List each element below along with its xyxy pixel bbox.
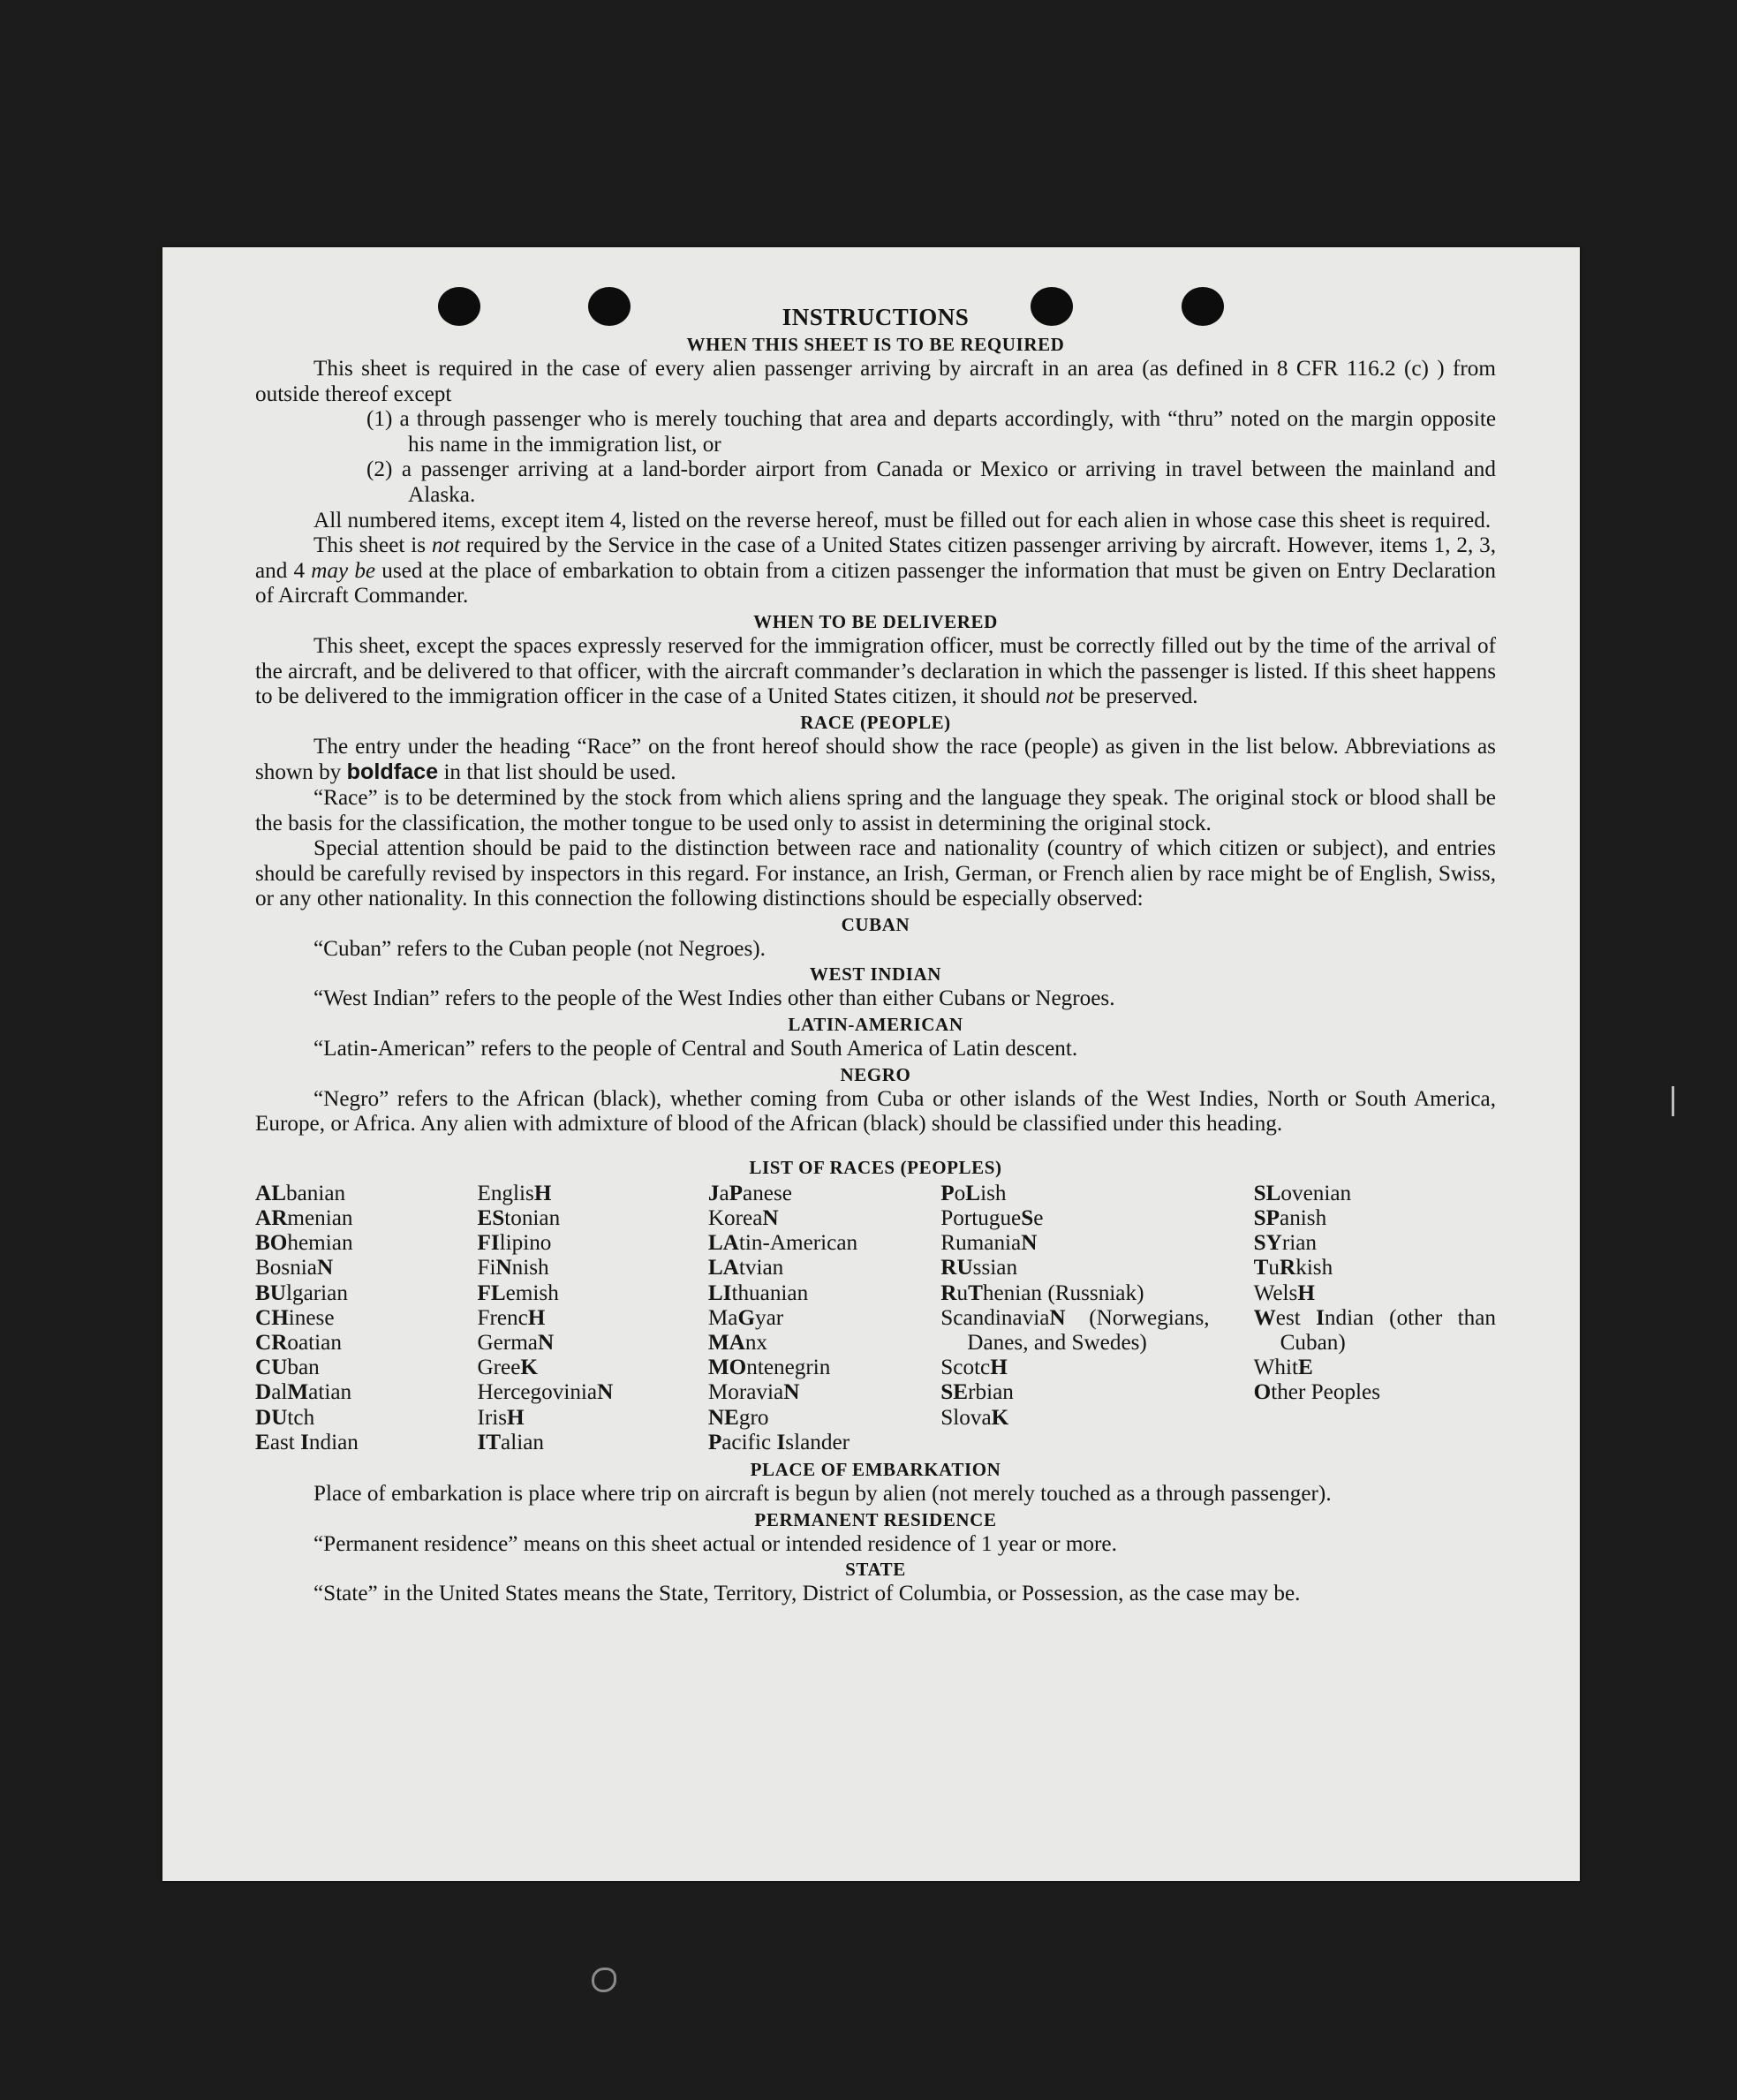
race-entry: CHinese bbox=[255, 1305, 335, 1330]
residence-text: “Permanent residence” means on this sheet actual or intended residence of 1 year or more. bbox=[313, 1531, 1117, 1556]
race-entry: Other Peoples bbox=[1253, 1380, 1381, 1405]
race-entry: TuRkish bbox=[1253, 1256, 1333, 1280]
race-entry: FIlipino bbox=[477, 1231, 552, 1256]
section-heading-when-required: WHEN THIS SHEET IS TO BE REQUIRED bbox=[686, 334, 1065, 355]
race-column bbox=[708, 1182, 940, 1455]
race-entry: BosniaN bbox=[255, 1256, 334, 1280]
film-scratch bbox=[1672, 1086, 1674, 1116]
race-entry: LAtvian bbox=[707, 1256, 784, 1280]
race-entry: GermaN bbox=[477, 1330, 555, 1355]
heading-cuban: CUBAN bbox=[841, 913, 910, 935]
race-entry: ALbanian bbox=[255, 1181, 346, 1205]
race-entry: DalMatian bbox=[255, 1380, 352, 1405]
state-text: “State” in the United States means the State, Territory, District of Columbia, or Possession, as the case may be. bbox=[313, 1582, 1301, 1606]
race-entry: LIthuanian bbox=[707, 1280, 809, 1305]
instructions-body bbox=[255, 302, 1496, 1607]
heading-permanent-residence: PERMANENT RESIDENCE bbox=[754, 1508, 997, 1530]
race-entry: BUlgarian bbox=[255, 1280, 348, 1305]
race-paragraph-2: “Race” is to be determined by the stock from which aliens spring and the language they speak. The original stock or blood shall be the basis for the classification, the mother tongue to be used only to assist in determining the original stock. bbox=[255, 785, 1496, 835]
race-entry: PortugueSe bbox=[940, 1206, 1044, 1231]
west-indian-text: “West Indian” refers to the people of the West Indies other than either Cubans or Negroes. bbox=[313, 986, 1115, 1011]
document-page bbox=[162, 247, 1580, 1881]
race-entry: FiNnish bbox=[477, 1256, 549, 1280]
negro-text: “Negro” refers to the African (black), whether coming from Cuba or other islands of the West Indies, North or South America, Europe, or Africa. Any alien with admixture of blood of the African (black) should be classified under this heading. bbox=[255, 1086, 1496, 1137]
race-entry: MAnx bbox=[707, 1330, 768, 1355]
race-entry: Pacific Islander bbox=[707, 1430, 850, 1454]
race-entry: CRoatian bbox=[255, 1330, 342, 1355]
race-entry: SErbian bbox=[940, 1380, 1014, 1405]
race-entry: WelsH bbox=[1253, 1280, 1315, 1305]
race-paragraph-1: The entry under the heading “Race” on the front hereof should show the race (people) as given in the list below. Abbreviations as shown by boldface in that list should be used. bbox=[255, 734, 1496, 785]
race-entry: SlovaK bbox=[940, 1405, 1009, 1430]
race-entry: FrencH bbox=[477, 1305, 546, 1330]
race-column bbox=[477, 1182, 707, 1455]
race-entry: MoraviaN bbox=[707, 1380, 800, 1405]
race-column bbox=[1254, 1182, 1496, 1455]
race-entry: NEgro bbox=[707, 1405, 769, 1430]
film-blemish bbox=[592, 1968, 616, 1992]
race-entry: BOhemian bbox=[255, 1231, 353, 1256]
race-entry: SYrian bbox=[1253, 1231, 1317, 1256]
race-entry: MaGyar bbox=[707, 1305, 784, 1330]
embarkation-text: Place of embarkation is place where trip on aircraft is begun by alien (not merely touched as a through passenger). bbox=[313, 1481, 1332, 1506]
page-title: INSTRUCTIONS bbox=[782, 304, 970, 330]
numbered-items-note: All numbered items, except item 4, listed on the reverse hereof, must be filled out for each alien in whose case this sheet is required. bbox=[313, 508, 1492, 533]
race-entry: ScandinaviaN (Norwegians, Danes, and Swedes) bbox=[940, 1305, 1210, 1355]
race-entry: HercegoviniaN bbox=[477, 1380, 614, 1405]
race-column bbox=[255, 1182, 477, 1455]
latin-american-text: “Latin-American” refers to the people of Central and South America of Latin descent. bbox=[313, 1037, 1078, 1061]
race-paragraph-3: Special attention should be paid to the distinction between race and nationality (country of which citizen or subject), and entries should be carefully revised by inspectors in this regard. For instance, an Irish, German, or French alien by race might be of English, Swiss, or any other nationality. In this connection the following distinctions should be especially observed: bbox=[255, 836, 1496, 911]
race-entry: DUtch bbox=[255, 1405, 315, 1430]
race-entry: West Indian (other than Cuban) bbox=[1253, 1305, 1496, 1355]
required-intro: This sheet is required in the case of every alien passenger arriving by aircraft in an area (as defined in 8 CFR 116.2 (c) ) from outside thereof except bbox=[255, 357, 1496, 406]
heading-west-indian: WEST INDIAN bbox=[809, 963, 942, 986]
race-entry: ITalian bbox=[477, 1430, 544, 1454]
race-entry: KoreaN bbox=[707, 1206, 779, 1231]
race-entry: WhitE bbox=[1253, 1356, 1313, 1380]
race-entry: SPanish bbox=[1253, 1206, 1327, 1231]
cuban-text: “Cuban” refers to the Cuban people (not Negroes). bbox=[313, 936, 766, 961]
race-entry: PoLish bbox=[940, 1181, 1007, 1205]
race-entry: RuThenian (Russniak) bbox=[940, 1280, 1144, 1305]
section-heading-race: RACE (PEOPLE) bbox=[800, 711, 951, 733]
race-entry: EStonian bbox=[477, 1206, 561, 1231]
race-entry: SLovenian bbox=[1253, 1181, 1352, 1205]
race-entry: ARmenian bbox=[255, 1206, 353, 1231]
exception-1: (1) a through passenger who is merely touching that area and departs accordingly, with “thru” noted on the margin opposite his name in the immigration list, or bbox=[366, 407, 1496, 457]
race-entry: LAtin-American bbox=[707, 1231, 858, 1256]
heading-latin-american: LATIN-AMERICAN bbox=[788, 1014, 963, 1036]
race-entry: GreeK bbox=[477, 1356, 538, 1380]
race-entry: RumaniaN bbox=[940, 1231, 1038, 1256]
list-of-races bbox=[255, 1182, 1496, 1455]
race-entry: East Indian bbox=[255, 1430, 359, 1454]
race-column bbox=[940, 1182, 1253, 1455]
section-heading-delivered: WHEN TO BE DELIVERED bbox=[753, 610, 998, 632]
race-entry: MOntenegrin bbox=[707, 1356, 831, 1380]
heading-place-of-embarkation: PLACE OF EMBARKATION bbox=[750, 1458, 1001, 1480]
race-entry: JaPanese bbox=[707, 1181, 792, 1205]
citizen-note: This sheet is not required by the Service in the case of a United States citizen passenger arriving by aircraft. However, items 1, 2, 3, and 4 may be used at the place of embarkation to obtain from a citizen passenger the information that must be given on Entry Declaration of Aircraft Commander. bbox=[255, 533, 1496, 608]
race-entry: RUssian bbox=[940, 1256, 1018, 1280]
exception-2: (2) a passenger arriving at a land-border airport from Canada or Mexico or arriving in travel between the mainland and Alaska. bbox=[366, 457, 1496, 507]
race-entry: ScotcH bbox=[940, 1356, 1008, 1380]
race-entry: CUban bbox=[255, 1356, 320, 1380]
delivered-text: This sheet, except the spaces expressly reserved for the immigration officer, must be correctly filled out by the time of the arrival of the aircraft, and be delivered to that officer, with the aircraft commander’s declaration in which the passenger is listed. If this sheet happens to be delivered to the immigration officer in the case of a United States citizen, it should not be preserved. bbox=[255, 633, 1496, 709]
race-entry: FLemish bbox=[477, 1280, 559, 1305]
heading-list-of-races: LIST OF RACES (PEOPLES) bbox=[749, 1156, 1002, 1178]
race-entry: IrisH bbox=[477, 1405, 525, 1430]
heading-state: STATE bbox=[845, 1559, 906, 1581]
heading-negro: NEGRO bbox=[840, 1063, 911, 1085]
race-entry: EnglisH bbox=[477, 1181, 552, 1205]
